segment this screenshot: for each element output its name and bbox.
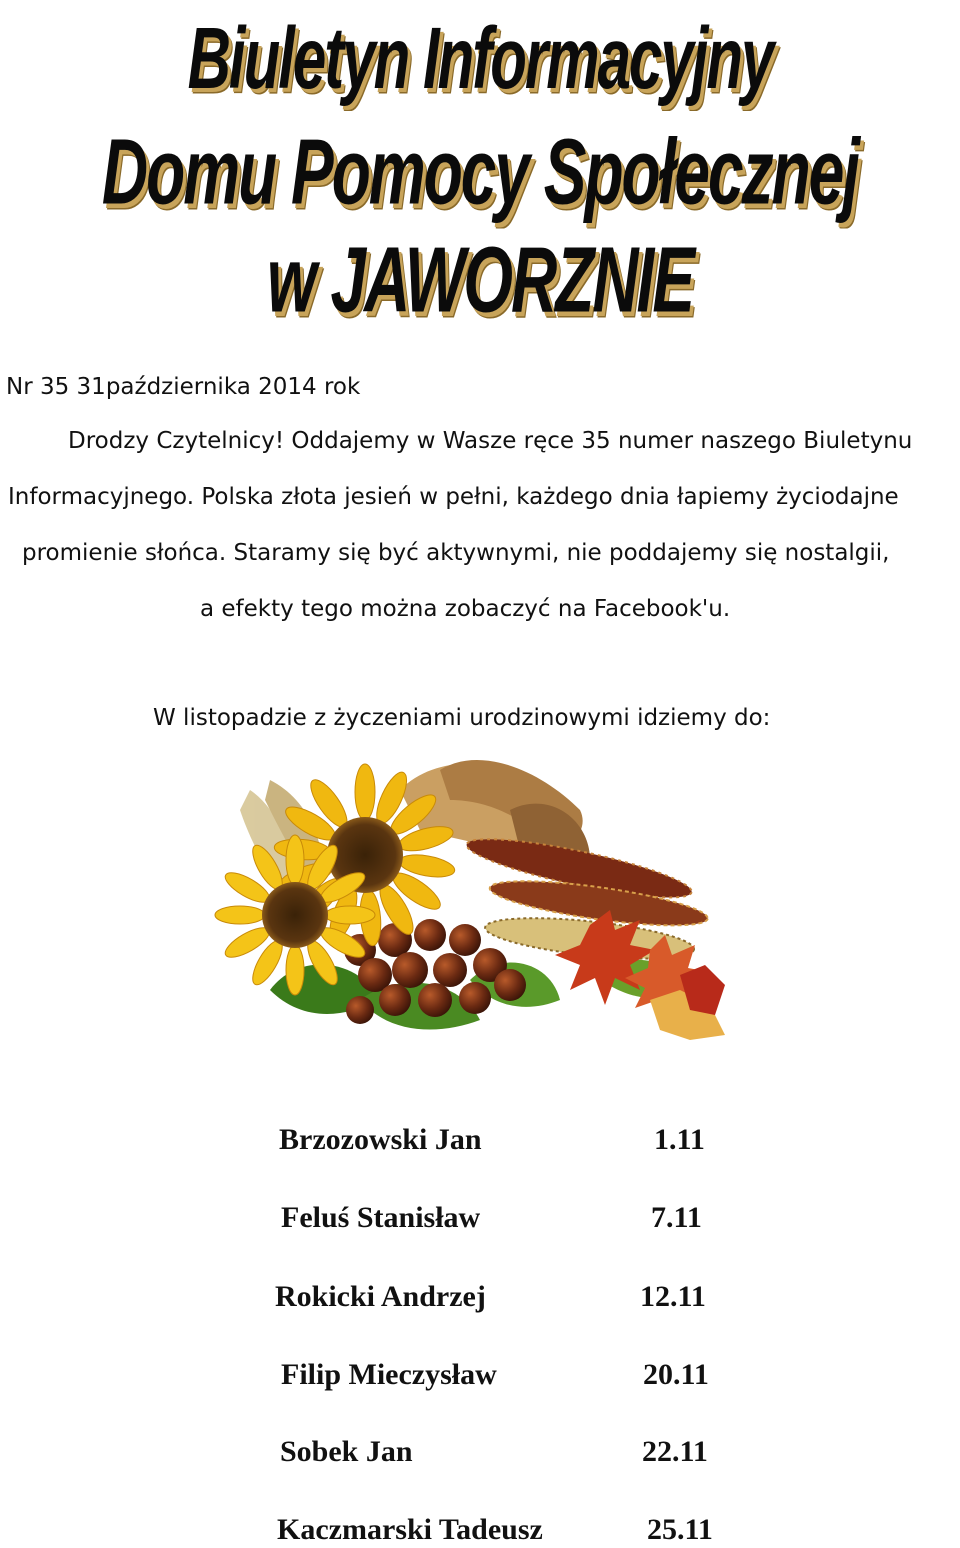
birthday-name: Feluś Stanisław <box>281 1201 481 1234</box>
birthday-date: 22.11 <box>642 1435 708 1468</box>
bulletin-title-line-1: Biuletyn Informacyjny <box>187 9 773 107</box>
birthday-name: Sobek Jan <box>280 1435 413 1468</box>
intro-line: promienie słońca. Staramy się być aktywnymi, nie poddajemy się nostalgii, <box>22 540 890 566</box>
bulletin-title-line-2: Domu Pomocy Społecznej <box>101 119 859 224</box>
intro-line: Drodzy Czytelnicy! Oddajemy w Wasze ręce 35 numer naszego Biuletynu <box>68 428 913 454</box>
birthday-date: 7.11 <box>651 1201 702 1234</box>
birthday-date: 12.11 <box>640 1280 706 1313</box>
issue-number-date: Nr 35 31października 2014 rok <box>6 374 361 400</box>
birthday-date: 25.11 <box>647 1513 713 1546</box>
birthday-date: 1.11 <box>654 1123 705 1156</box>
birthday-name: Brzozowski Jan <box>279 1123 482 1156</box>
intro-line: Informacyjnego. Polska złota jesień w pełni, każdego dnia łapiemy życiodajne <box>8 484 899 510</box>
birthday-name: Filip Mieczysław <box>281 1358 497 1391</box>
birthday-date: 20.11 <box>643 1358 709 1391</box>
birthday-name: Kaczmarski Tadeusz <box>277 1513 543 1546</box>
bulletin-title-line-3: w JAWORZNIE <box>266 227 694 332</box>
intro-line: a efekty tego można zobaczyć na Facebook'u. <box>200 596 731 622</box>
birthday-name: Rokicki Andrzej <box>275 1280 486 1313</box>
birthdays-heading: W listopadzie z życzeniami urodzinowymi idziemy do: <box>153 705 771 731</box>
autumn-harvest-illustration <box>210 750 740 1045</box>
